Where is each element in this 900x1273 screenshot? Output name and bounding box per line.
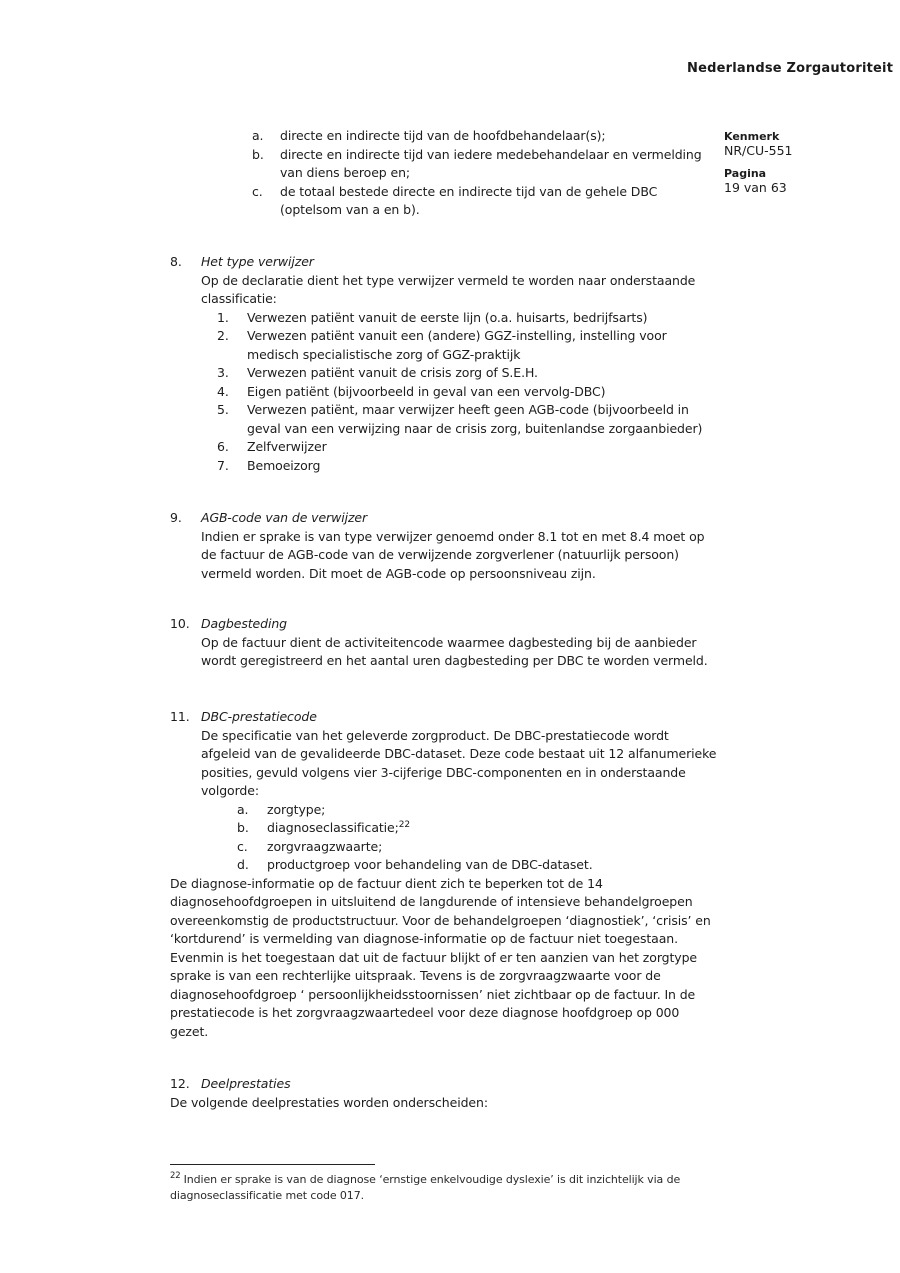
list-item-text bbox=[267, 819, 718, 838]
section-title: Dagbesteding bbox=[201, 616, 288, 631]
section-heading bbox=[170, 253, 718, 272]
list-item-text: zorgvraagzwaarte; bbox=[267, 838, 383, 854]
list-item bbox=[170, 401, 718, 438]
section-title: AGB-code van de verwijzer bbox=[201, 510, 368, 525]
list-marker: 5. bbox=[217, 402, 229, 417]
list-item bbox=[170, 438, 718, 457]
page-meta bbox=[724, 130, 874, 204]
footnote-divider bbox=[170, 1164, 375, 1165]
section-number: 10. bbox=[170, 616, 190, 631]
list-item bbox=[170, 819, 718, 838]
section-8 bbox=[170, 253, 718, 475]
section-10 bbox=[170, 615, 718, 671]
list-item bbox=[170, 127, 718, 146]
section-heading bbox=[170, 1075, 718, 1094]
section-title: Het type verwijzer bbox=[201, 254, 314, 269]
footnote bbox=[170, 1164, 722, 1203]
section-body: De volgende deelprestaties worden onderscheiden: bbox=[170, 1094, 488, 1110]
list-item bbox=[170, 457, 718, 476]
intro-alpha-list bbox=[170, 127, 718, 220]
section-heading bbox=[170, 615, 718, 634]
pagina-label: Pagina bbox=[724, 167, 767, 180]
list-marker: c. bbox=[252, 183, 263, 199]
section-body: De specificatie van het geleverde zorgproduct. De DBC-prestatiecode wordt afgeleid van de gevalideerde DBC-dataset. Deze code bestaat uit 12 alfanumerieke posities, gevuld volgens vier 3-cijferige DBC-componenten en in onderstaande volgorde: bbox=[201, 727, 717, 798]
section-heading bbox=[170, 708, 718, 727]
list-item-text: zorgtype; bbox=[267, 801, 326, 817]
list-item-text: Verwezen patiënt, maar verwijzer heeft geen AGB-code (bijvoorbeeld in geval van een verwijzing naar de crisis zorg, buitenlandse zorgaanbieder) bbox=[247, 402, 703, 436]
footnote-body: Indien er sprake is van de diagnose ‘ernstige enkelvoudige dyslexie’ is dit inzichtelijk via de diagnoseclassificatie met code 017. bbox=[170, 1173, 681, 1202]
section-body: Op de factuur dient de activiteitencode waarmee dagbesteding bij de aanbieder wordt geregistreerd en het aantal uren dagbesteding per DBC te worden vermeld. bbox=[201, 634, 708, 668]
list-item-text: directe en indirecte tijd van iedere medebehandelaar en vermelding van diens beroep en; bbox=[280, 146, 702, 180]
list-marker: 1. bbox=[217, 309, 229, 325]
list-marker: 2. bbox=[217, 328, 229, 343]
list-marker: b. bbox=[252, 146, 264, 162]
list-marker: 6. bbox=[217, 439, 229, 454]
list-item-text: de totaal bestede directe en indirecte tijd van de gehele DBC (optelsom van a en b). bbox=[280, 183, 658, 217]
kenmerk-value: NR/CU-551 bbox=[724, 143, 793, 158]
list-item bbox=[170, 146, 718, 183]
list-item-text: Verwezen patiënt vanuit een (andere) GGZ-instelling, instelling voor medisch specialistische zorg of GGZ-praktijk bbox=[247, 328, 667, 362]
list-item-text: Verwezen patiënt vanuit de eerste lijn (o.a. huisarts, bedrijfsarts) bbox=[247, 309, 648, 325]
section-body: Op de declaratie dient het type verwijzer vermeld te worden naar onderstaande classificatie: bbox=[201, 272, 696, 306]
section-12 bbox=[170, 1075, 718, 1112]
list-item-text: directe en indirecte tijd van de hoofdbehandelaar(s); bbox=[280, 128, 606, 143]
list-marker: d. bbox=[237, 857, 249, 872]
kenmerk-label: Kenmerk bbox=[724, 130, 780, 143]
list-item bbox=[170, 856, 718, 875]
list-item bbox=[170, 327, 718, 364]
list-item bbox=[170, 801, 718, 820]
section-number: 8. bbox=[170, 254, 182, 269]
list-item bbox=[170, 309, 718, 328]
alpha-sublist bbox=[170, 801, 718, 875]
pagina-value: 19 van 63 bbox=[724, 180, 787, 195]
footnote-text bbox=[170, 1172, 722, 1203]
section-heading bbox=[170, 509, 718, 528]
list-item-text: Verwezen patiënt vanuit de crisis zorg of S.E.H. bbox=[247, 365, 538, 380]
section-number: 12. bbox=[170, 1076, 190, 1091]
section-number: 9. bbox=[170, 510, 182, 525]
list-item-text: Bemoeizorg bbox=[247, 457, 321, 473]
section-title: DBC-prestatiecode bbox=[201, 709, 317, 724]
list-marker: 7. bbox=[217, 457, 229, 473]
footnote-number: 22 bbox=[170, 1171, 181, 1182]
section-title: Deelprestaties bbox=[201, 1076, 291, 1091]
list-item-text-part: diagnoseclassificatie; bbox=[267, 820, 399, 835]
numbered-sublist bbox=[170, 309, 718, 476]
section-paragraph: De diagnose-informatie op de factuur dient zich te beperken tot de 14 diagnosehoofdgroepen in uitsluitend de langdurende of intensieve behandelgroepen overeenkomstig de productstructuur. Voor de behandelgroepen ‘diagnostiek’, ‘crisis’ en ‘kortdurend’ is vermelding van diagnose-informatie op de factuur niet toegestaan. Evenmin is het toegestaan dat uit de factuur blijkt of er ten aanzien van het zorgtype sprake is van een rechterlijke uitspraak. Tevens is de zorgvraagzwaarte voor de diagnosehoofdgroep ‘ persoonlijkheidsstoornissen’ niet zichtbaar op de factuur. In de prestatiecode is het zorgvraagzwaartedeel voor deze diagnose hoofdgroep op 000 gezet. bbox=[170, 875, 711, 1039]
list-marker: 3. bbox=[217, 365, 229, 380]
section-11 bbox=[170, 708, 718, 1041]
nza-logo: Nederlandse Zorgautoriteit bbox=[687, 61, 894, 76]
list-item-text: Eigen patiënt (bijvoorbeeld in geval van een vervolg-DBC) bbox=[247, 383, 606, 399]
list-item bbox=[170, 838, 718, 857]
list-marker: a. bbox=[237, 801, 249, 817]
section-body: Indien er sprake is van type verwijzer genoemd onder 8.1 tot en met 8.4 moet op de factuur de AGB-code van de verwijzende zorgverlener (natuurlijk persoon) vermeld worden. Dit moet de AGB-code op persoonsniveau zijn. bbox=[201, 528, 705, 581]
list-marker: b. bbox=[237, 820, 249, 835]
list-marker: a. bbox=[252, 128, 264, 143]
list-item-text: productgroep voor behandeling van de DBC-dataset. bbox=[267, 857, 593, 872]
list-marker: 4. bbox=[217, 383, 229, 399]
list-item bbox=[170, 183, 718, 220]
list-marker: c. bbox=[237, 838, 248, 854]
list-item bbox=[170, 383, 718, 402]
section-9 bbox=[170, 509, 718, 583]
list-item bbox=[170, 364, 718, 383]
list-item-text: Zelfverwijzer bbox=[247, 439, 327, 454]
section-number: 11. bbox=[170, 709, 190, 724]
footnote-reference: 22 bbox=[398, 819, 411, 830]
